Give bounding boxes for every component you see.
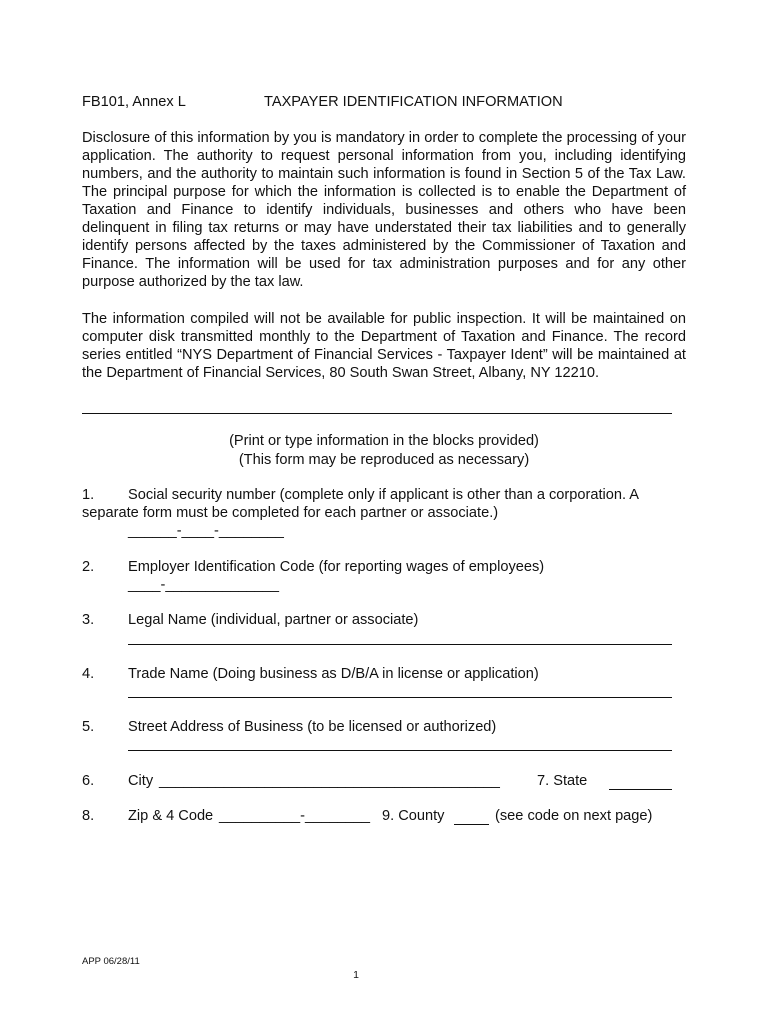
ssn-label: Social security number (complete only if applicant is other than a corporation. A bbox=[128, 487, 640, 503]
city-input-blank[interactable]: __________________________________________ bbox=[159, 773, 500, 789]
county-label: 9. County bbox=[382, 808, 445, 824]
trade-name-label: Trade Name (Doing business as D/B/A in license or application) bbox=[128, 666, 539, 682]
page-title: TAXPAYER IDENTIFICATION INFORMATION bbox=[264, 94, 563, 110]
records-paragraph: The information compiled will not be available for public inspection. It will be maintained on computer disk transmitted monthly to the Department of Taxation and Finance. The record series entitled “NYS Department of Financial Services - Taxpayer Ident” will be maintained at the Department of Financial Services, 80 South Swan Street, Albany, NY 12210. bbox=[82, 311, 686, 381]
instruction-line-2: (This form may be reproduced as necessary) bbox=[238, 452, 530, 468]
field-2-number: 2. bbox=[82, 559, 95, 575]
ssn-input-blank[interactable]: ______-____-________ bbox=[128, 523, 284, 539]
field-1-number: 1. bbox=[82, 487, 95, 503]
county-note: (see code on next page) bbox=[495, 808, 653, 824]
page-number: 1 bbox=[353, 969, 359, 981]
field-5-number: 5. bbox=[82, 719, 95, 735]
state-input-line[interactable] bbox=[609, 789, 672, 790]
disclosure-paragraph: Disclosure of this information by you is mandatory in order to complete the processing of your application. The authority to request personal information from you, including identifying numbers, and the authority to maintain such information is found in Section 5 of the Tax Law. The principal purpose for which the information is collected is to enable the Department of Taxation and Finance to identify individuals, businesses and others who have been delinquent in filing tax returns or may have understated their tax liabilities and to generally identify persons affected by the taxes administered by the Commissioner of Taxation and Finance. The information will be used for tax administration purposes and for any other purpose authorized by the tax law. bbox=[82, 130, 686, 290]
zip-code-input-blank[interactable]: __________-________ bbox=[219, 808, 370, 824]
field-8-number: 8. bbox=[82, 808, 95, 824]
ein-input-blank[interactable]: ____-______________ bbox=[128, 577, 279, 593]
ein-label: Employer Identification Code (for reporting wages of employees) bbox=[128, 559, 545, 575]
county-input-line[interactable] bbox=[454, 824, 489, 825]
street-address-input-line[interactable] bbox=[128, 750, 672, 751]
instruction-line-1: (Print or type information in the blocks provided) bbox=[229, 433, 539, 449]
field-3-number: 3. bbox=[82, 612, 95, 628]
revision-date: APP 06/28/11 bbox=[82, 956, 140, 967]
state-label: 7. State bbox=[537, 773, 588, 789]
ssn-label-continued: separate form must be completed for each partner or associate.) bbox=[82, 505, 499, 521]
trade-name-input-line[interactable] bbox=[128, 697, 672, 698]
legal-name-label: Legal Name (individual, partner or associate) bbox=[128, 612, 419, 628]
section-divider bbox=[82, 413, 672, 414]
legal-name-input-line[interactable] bbox=[128, 644, 672, 645]
field-4-number: 4. bbox=[82, 666, 95, 682]
field-6-number: 6. bbox=[82, 773, 95, 789]
form-id: FB101, Annex L bbox=[82, 94, 186, 110]
zip-code-label: Zip & 4 Code bbox=[128, 808, 214, 824]
city-label: City bbox=[128, 773, 154, 789]
street-address-label: Street Address of Business (to be licensed or authorized) bbox=[128, 719, 497, 735]
